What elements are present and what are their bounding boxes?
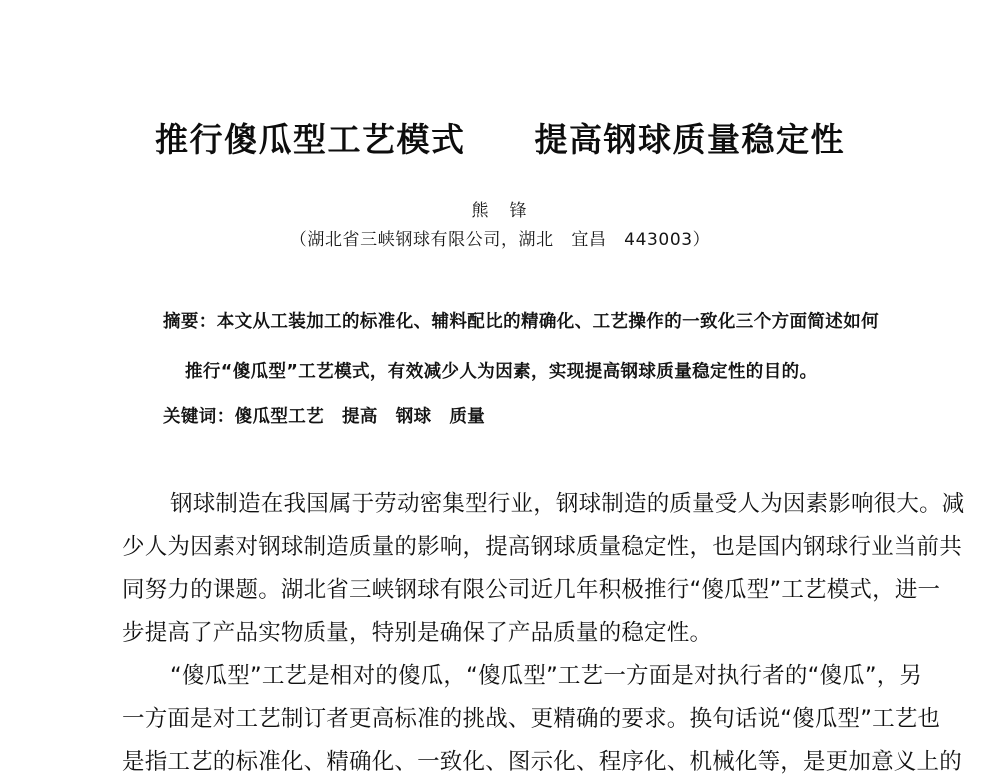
abstract-line-1: 摘要：本文从工装加工的标准化、辅料配比的精确化、工艺操作的一致化三个方面简述如何 — [163, 312, 879, 332]
body-text — [122, 483, 965, 775]
abstract-line-2: 推行“傻瓜型”工艺模式，有效减少人为因素，实现提高钢球质量稳定性的目的。 — [185, 362, 818, 382]
paragraph-1-line-2: 少人为因素对钢球制造质量的影响，提高钢球质量稳定性，也是国内钢球行业当前共 — [122, 534, 962, 560]
abstract-section — [163, 297, 879, 397]
paragraph-2-line-3: 是指工艺的标准化、精确化、一致化、图示化、程序化、机械化等，是更加意义上的 — [122, 749, 962, 775]
paragraph-2-line-2: 一方面是对工艺制订者更高标准的挑战、更精确的要求。换句话说“傻瓜型”工艺也 — [122, 706, 941, 732]
author-name: 熊 锋 — [471, 201, 529, 221]
page-title: 推行傻瓜型工艺模式 提高钢球质量稳定性 — [155, 120, 845, 159]
paragraph-2-line-1: “傻瓜型”工艺是相对的傻瓜，“傻瓜型”工艺一方面是对执行者的“傻瓜”，另 — [170, 663, 923, 689]
author-affiliation: （湖北省三峡钢球有限公司，湖北 宜昌 443003） — [289, 230, 711, 250]
paragraph-1-line-3: 同努力的课题。湖北省三峡钢球有限公司近几年积极推行“傻瓜型”工艺模式，进一 — [122, 577, 941, 603]
keywords-line: 关键词：傻瓜型工艺 提高 钢球 质量 — [163, 407, 486, 427]
paragraph-1-line-1: 钢球制造在我国属于劳动密集型行业，钢球制造的质量受人为因素影响很大。减 — [170, 491, 965, 517]
paragraph-1-line-4: 步提高了产品实物质量，特别是确保了产品质量的稳定性。 — [122, 620, 713, 646]
